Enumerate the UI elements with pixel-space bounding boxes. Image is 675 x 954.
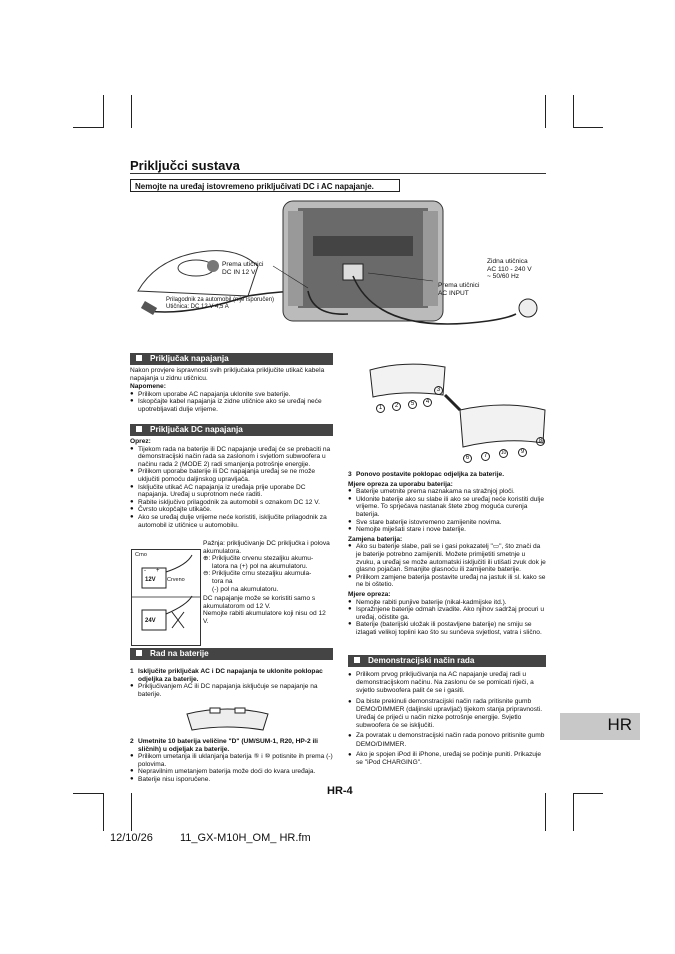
- section-heading-demo: Demonstracijski način rada: [348, 655, 546, 667]
- crop-mark: [545, 793, 546, 831]
- section-heading-power: Priključak napajanja: [130, 353, 333, 365]
- crop-mark: [573, 95, 574, 128]
- callout-8: 8: [536, 437, 545, 446]
- unit-rear: [283, 201, 443, 321]
- label-red: Crveno: [167, 577, 185, 583]
- callout-4: 4: [423, 398, 432, 407]
- minus-sign: -: [144, 568, 146, 574]
- section-dc-body: Oprez: ● Tijekom rada na baterije ili DC napajanje uređaj će se prebaciti na demonstracijski način rada sa zaslonom i svjetlom subwoofera u načinu rada 2 (MODE 2) radi smanjenja potrošnje energije. ● Prilikom uporabe baterije ili DC napajanja uređaj se ne može uključiti pomoću daljinskog upravljača. ● Isključite utikač AC napajanja iz uređaja prije uporabe DC napajanja. Uređaj u suprotnom neće raditi. ● Rabite isključivo prilagodnik za automobil s oznakom DC 12 V. ● Čvrsto ukopčajte utikače. ● Ako se uređaj dulje vrijeme neće koristiti, isključite prilagodnik za automobil iz utičnice u automobilu.: [130, 438, 333, 529]
- section-heading-battery: Rad na baterije: [130, 648, 333, 660]
- plus-circle-icon: ⊕:: [203, 555, 211, 563]
- callout-1: 1: [376, 404, 385, 413]
- crop-mark: [573, 793, 574, 831]
- crop-mark: [103, 95, 104, 128]
- plus-sign: +: [156, 568, 160, 574]
- page-title: Priključci sustava: [130, 158, 240, 173]
- crop-mark: [73, 793, 103, 794]
- label-24v: 24V: [145, 618, 156, 624]
- crop-mark: [131, 793, 132, 831]
- square-icon: [354, 657, 360, 663]
- battery-step1: 1 Isključite priključak AC i DC napajanja te uklonite poklopac odjeljka za baterije. ● Priključivanjem AC ili DC napajanja isključuje se napajanje na baterije.: [130, 668, 333, 698]
- battery-instructions: Pažnja: priključivanje DC priključka i polova akumulatora. ⊕: Priključite crvenu stezaljku akumu- latora na (+) pol na akumulatoru. ⊖: Priključite crnu stezaljku akumula- tora na (-) pol na akumulatoru. DC napajanje može se koristiti samo s akumulatorom od 12 V. Nemojte rabiti akumulatore koji nisu od 12 V.: [203, 540, 330, 625]
- label-black: Crno: [135, 552, 147, 558]
- callout-5: 5: [408, 400, 417, 409]
- page-number: HR-4: [327, 785, 353, 797]
- callout-9: 9: [518, 448, 527, 457]
- car-plug: [141, 301, 157, 315]
- label-ac-in: Prema utičnici AC INPUT: [438, 282, 480, 297]
- callout-6: 6: [463, 454, 472, 463]
- wall-outlet: [519, 299, 537, 317]
- crop-mark: [103, 793, 104, 831]
- minus-circle-icon: ⊖:: [203, 570, 211, 578]
- crop-mark: [573, 127, 603, 128]
- warning-box: Nemojte na uređaj istovremeno priključivati DC i AC napajanje.: [130, 179, 400, 192]
- label-car-adapter: Prilagodnik za automobil (nije isporučen) Utičnica: DC 12 V 4,5 A: [166, 297, 275, 310]
- battery-figure: [131, 549, 201, 646]
- section-heading-dc: Priključak DC napajanja: [130, 424, 333, 436]
- square-icon: [136, 355, 142, 361]
- battery-step3: 3 Ponovo postavite poklopac odjeljka za baterije. Mjere opreza za uporabu baterija: ● Baterije umetnite prema naznakama na stražnjoj ploči. ● Uklonite baterije ako su slabe ili ako se uređaj neće koristiti dulje vrijeme. To sprječava nastanak štete zbog moguća curenja baterija. ● Sve stare baterije istovremeno zamijenite novima. ● Nemojte miješati stare i nove baterije. Zamjena baterija: ● Ako su baterije slabe, pali se i gasi pokazatelj "▭", što znači da je baterije potrebno zamijeniti. Možete primijetiti smetnje u zvuku, a uređaj se može automatski isključiti ili utišati zvuk dok je glasno pojačan. Smanjite glasnoću ili zamijenite baterije. ● Prilikom zamjene baterija postavite uređaj na jastuk ili sl. kako se ne bi oštetio. Mjere opreza: ● Nemojte rabiti punjive baterije (nikal-kadmijske itd.). ● Ispražnjene baterije odmah izvadite. Ako njihov sadržaj procuri u uređaj, očistite ga. ● Baterije (baterijski uložak ili postavljene baterije) ne smiju se izlagati velikoj toplini kao što su sunčeva svjetlost, vatra i slično.: [348, 471, 546, 636]
- crop-mark: [545, 95, 546, 128]
- connection-diagram: [128, 196, 548, 346]
- battery-step2: 2 Umetnite 10 baterija veličine "D" (UM/SUM-1, R20, HP-2 ili sličnih) u odjeljak za baterije. ● Prilikom umetanja ili uklanjanja baterija ⑤ i ⑩ potisnite ih prema (-) polovima. ● Nepravilnim umetanjem baterija može doći do kvara uređaja. ● Baterije nisu isporučene.: [130, 738, 333, 784]
- square-icon: [136, 426, 142, 432]
- callout-2: 2: [392, 402, 401, 411]
- battery-cover-drawing: [185, 702, 270, 734]
- crop-mark: [573, 793, 603, 794]
- square-icon: [136, 650, 142, 656]
- title-rule: [130, 173, 546, 174]
- battery-drawing: [132, 550, 200, 645]
- crop-mark: [131, 95, 132, 128]
- language-tab: HR: [560, 713, 640, 740]
- label-mains: Zidna utičnica AC 110 - 240 V ~ 50/60 Hz: [487, 258, 532, 281]
- callout-3: 3: [434, 386, 443, 395]
- section-power-body: Nakon provjere ispravnosti svih priključaka priključite utikač kabela napajanja u zidnu utičnicu. Napomene: ● Prilikom uporabe AC napajanja uklonite sve baterije. ● Iskopčajte kabel napajanja iz zidne utičnice ako se uređaj neće upotrebljavati dulje vrijeme.: [130, 367, 333, 414]
- section-demo-body: ● Prilikom prvog priključivanja na AC napajanje uređaj radi u demonstracijskom načinu. Na zaslonu će se pomicati riječi, a svjetlo subwoofera palit će se i gasiti. ● Da biste prekinuli demonstracijski način rada pritisnite gumb DEMO/DIMMER (daljinski upravljač) tijekom stanja pripravnosti. Uređaj će prijeći u način nizke potrošnje energije. Svjetlo subwoofera će se isključiti. ● Za povratak u demonstracijski način rada ponovo pritisnite gumb DEMO/DIMMER. ● Ako je spojen iPod ili iPhone, uređaj se počinje puniti. Prikazuje se "iPod CHARGING".: [348, 671, 546, 767]
- footer-filename: 11_GX-M10H_OM_ HR.fm: [180, 832, 311, 844]
- footer-date: 12/10/26: [110, 832, 153, 844]
- callout-10: 10: [500, 450, 507, 456]
- label-12v: 12V: [145, 577, 156, 583]
- callout-7: 7: [481, 452, 490, 461]
- crop-mark: [73, 127, 103, 128]
- label-dc-in: Prema utičnici DC IN 12 V: [222, 261, 264, 276]
